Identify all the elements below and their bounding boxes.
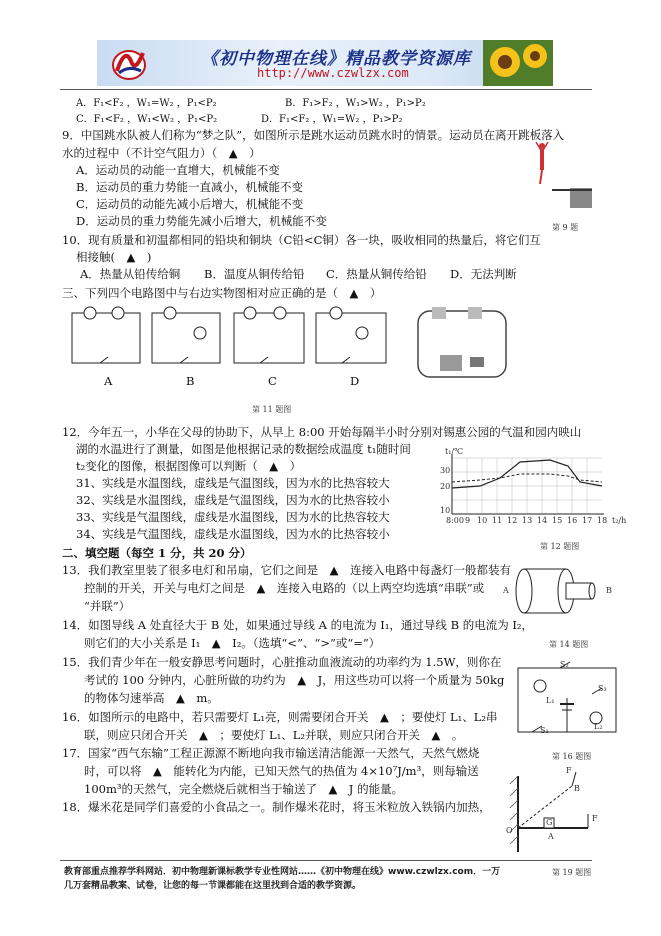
q12-chart-xtick: 10 <box>477 516 488 525</box>
q9-option-a: A．运动员的动能一直增大，机械能不变 <box>76 163 280 177</box>
q12-chart-xtick: 16 <box>567 516 578 525</box>
q14-line2: 则它们的大小关系是 I₁ ▲ I₂。（选填“<”、“>”或“=”） <box>84 636 381 650</box>
q12-stem-line1: 12．今年五一，小华在父母的协助下，从早上 8:00 开始每隔半小时分别对锡惠公园的气温和园内映山 <box>62 425 582 439</box>
footer-rule <box>60 860 592 861</box>
q12-chart-xtick: 13 <box>522 516 533 525</box>
q8-option-b: B．F₁>F₂ ，W₁>W₂ ，P₁>P₂ <box>285 98 426 109</box>
q17-line2: 时，可以将 ▲ 能转化为内能，已知天然气的热值为 4×10⁷J/m³，则每输送 <box>84 764 479 778</box>
q9-option-b: B．运动员的重力势能一直减小，机械能不变 <box>76 180 303 194</box>
q19-label-a: A <box>548 832 554 841</box>
sunflower-image <box>483 40 553 86</box>
q14-wire-figure <box>512 566 602 616</box>
q10-option-b: B．温度从铜传给铅 <box>204 267 305 281</box>
q11-label-d: D <box>350 374 360 388</box>
q12-chart-xtick: 17 <box>582 516 593 525</box>
q9-stem-line2: 水的过程中（不计空气阻力）（ ▲ ） <box>62 146 261 160</box>
q12-option-32: 32、实线是水温图线，虚线是气温图线，因为水的比热容较小 <box>76 493 390 507</box>
q18-line1: 18．爆米花是同学们喜爱的小食品之一。制作爆米花时，将玉米粒放入铁锅内加热， <box>62 800 491 814</box>
q12-chart-ytick-30: 30 <box>440 466 451 475</box>
q8-option-d: D．F₁<F₂ ，W₁=W₂ ，P₁>P₂ <box>261 114 403 125</box>
q19-lever-figure <box>506 766 606 856</box>
q19-label-f-right: F <box>592 814 598 823</box>
q14-line1: 14．如图导线 A 处直径大于 B 处，如果通过导线 A 的电流为 I₁，通过导线 B 的电流为 I₂， <box>62 618 534 632</box>
q17-line1: 17．国家“西气东输”工程正源源不断地向我市输送清洁能源一天然气，天然气燃烧 <box>62 746 480 760</box>
q14-figure-caption: 第 14 题图 <box>549 640 589 649</box>
q16-label-l1: L₁ <box>546 696 555 705</box>
q16-circuit-figure <box>512 658 622 738</box>
q9-figure-caption: 第 9 题 <box>552 223 579 232</box>
q10-stem-line1: 10．现有质量和初温都相同的铅块和铜块（C铅<C铜）各一块，吸收相同的热量后，将它们互 <box>62 233 541 247</box>
header-url: http://www.czwlzx.com <box>257 66 409 80</box>
q9-option-c: C．运动员的动能先减小后增大，机械能不变 <box>76 197 304 211</box>
q19-figure-caption: 第 19 题图 <box>552 868 592 877</box>
q12-chart-ylabel: t₁/℃ <box>445 447 464 456</box>
q16-line1: 16．如图所示的电路中，若只需要灯 L₁亮，则需要闭合开关 ▲ ；要使灯 L₁、L₂串 <box>62 710 498 724</box>
q12-option-31: 31、实线是水温图线，虚线是气温图线，因为水的比热容较大 <box>76 476 390 490</box>
q12-chart-xtick: 18 <box>597 516 608 525</box>
q10-stem-line2: 相接触( ▲ ) <box>76 250 152 264</box>
q12-chart-xtick: 15 <box>552 516 563 525</box>
q9-stem-line1: 9．中国跳水队被人们称为“梦之队”，如图所示是跳水运动员跳水时的情景。运动员在离开跳板落入 <box>62 128 565 142</box>
q10-option-a: A．热量从铅传给铜 <box>80 267 181 281</box>
q16-label-s3: S₃ <box>598 684 607 693</box>
q14-label-a: A <box>503 586 509 595</box>
q16-label-s2: S₂ <box>560 660 569 669</box>
q11-physical-circuit <box>414 305 510 385</box>
header-rule <box>60 89 592 90</box>
q12-chart-ytick-10: 10 <box>440 506 451 515</box>
q15-line2: 考试的 100 分钟内，心脏所做的功约为 ▲ J，用这些功可以将一个质量为 50kg <box>84 673 505 687</box>
q15-line1: 15．我们青少年在一般安静思考问题时，心脏推动血液流动的功率约为 1.5W，则你在 <box>62 655 502 669</box>
q12-chart-xtick: 14 <box>537 516 548 525</box>
q11-label-a: A <box>104 374 113 388</box>
q12-figure-caption: 第 12 题图 <box>540 542 580 551</box>
q17-line3: 100m³的天然气，完全燃烧后就相当于输送了 ▲ J 的能量。 <box>84 782 404 796</box>
q12-stem-line2: 湖的水温进行了测量，如图是他根据记录的数据绘成温度 t₁随时间 <box>76 442 411 456</box>
q19-label-g: G <box>546 818 553 827</box>
header-title: 《初中物理在线》精品教学资源库 <box>201 49 471 69</box>
q13-line2: 控制的开关，开关与电灯之间是 ▲ 连接入电路的（以上两空均选填“串联”或 <box>84 581 485 595</box>
q11-label-b: B <box>186 374 195 388</box>
q12-chart-xtick: 11 <box>492 516 503 525</box>
q16-label-s1: S₁ <box>540 726 549 735</box>
site-logo <box>109 43 149 83</box>
q12-stem-line3: t₂变化的图像，根据图像可以判断（ ▲ ） <box>76 459 302 473</box>
q13-line3: “并联”） <box>84 599 131 613</box>
footer-line1: 教育部重点推荐学科网站．初中物理新课标教学专业性网站……《初中物理在线》www.czwlzx.com．一万 <box>64 867 501 877</box>
header-banner <box>97 40 553 86</box>
q9-option-d: D．运动员的重力势能先减小后增大，机械能不变 <box>76 214 327 228</box>
q19-label-o: O <box>506 826 513 835</box>
q12-temperature-chart <box>440 452 610 522</box>
q8-option-c: C．F₁<F₂ ，W₁<W₂ ，P₁<P₂ <box>76 114 218 125</box>
q19-label-b: B <box>574 784 580 793</box>
q14-label-b: B <box>606 586 612 595</box>
section-2-title: 二、填空题（每空 1 分，共 20 分） <box>62 546 252 560</box>
q10-option-c: C．热量从铜传给铅 <box>326 267 427 281</box>
q12-option-34: 34、实线是气温图线，虚线是水温图线，因为水的比热容较小 <box>76 527 390 541</box>
q11-figure-caption: 第 11 题图 <box>252 405 292 414</box>
q19-label-f-top: F <box>566 766 572 775</box>
q13-line1: 13．我们教室里装了很多电灯和吊扇，它们之间是 ▲ 连接入电路中每盏灯一般都装有 <box>62 563 511 577</box>
q16-line2: 联，则应只闭合开关 ▲ ；要使灯 L₁、L₂并联，则应只闭合开关 ▲ 。 <box>84 728 464 742</box>
q15-line3: 的物体匀速举高 ▲ m。 <box>84 691 219 705</box>
q12-chart-xtick: 9 <box>465 516 471 525</box>
q12-option-33: 33、实线是气温图线，虚线是水温图线，因为水的比热容较大 <box>76 510 390 524</box>
q16-label-l2: L₂ <box>594 722 603 731</box>
q9-diver-figure <box>532 140 594 210</box>
q11-stem: 三、下列四个电路图中与右边实物图相对应正确的是（ ▲ ） <box>62 286 382 300</box>
q12-chart-xtick: 8:00 <box>446 516 464 525</box>
q8-option-a: A．F₁<F₂ ，W₁=W₂ ，P₁<P₂ <box>76 98 217 109</box>
q11-label-c: C <box>268 374 277 388</box>
q16-figure-caption: 第 16 题图 <box>552 752 592 761</box>
q10-option-d: D．无法判断 <box>450 267 517 281</box>
q12-chart-xunit: t₂/h <box>612 516 627 525</box>
q12-chart-ytick-20: 20 <box>440 482 451 491</box>
footer-line2: 几万套精品教案、试卷，让您的每一节课都能在这里找到合适的教学资源。 <box>64 881 362 891</box>
q12-chart-xtick: 12 <box>507 516 518 525</box>
